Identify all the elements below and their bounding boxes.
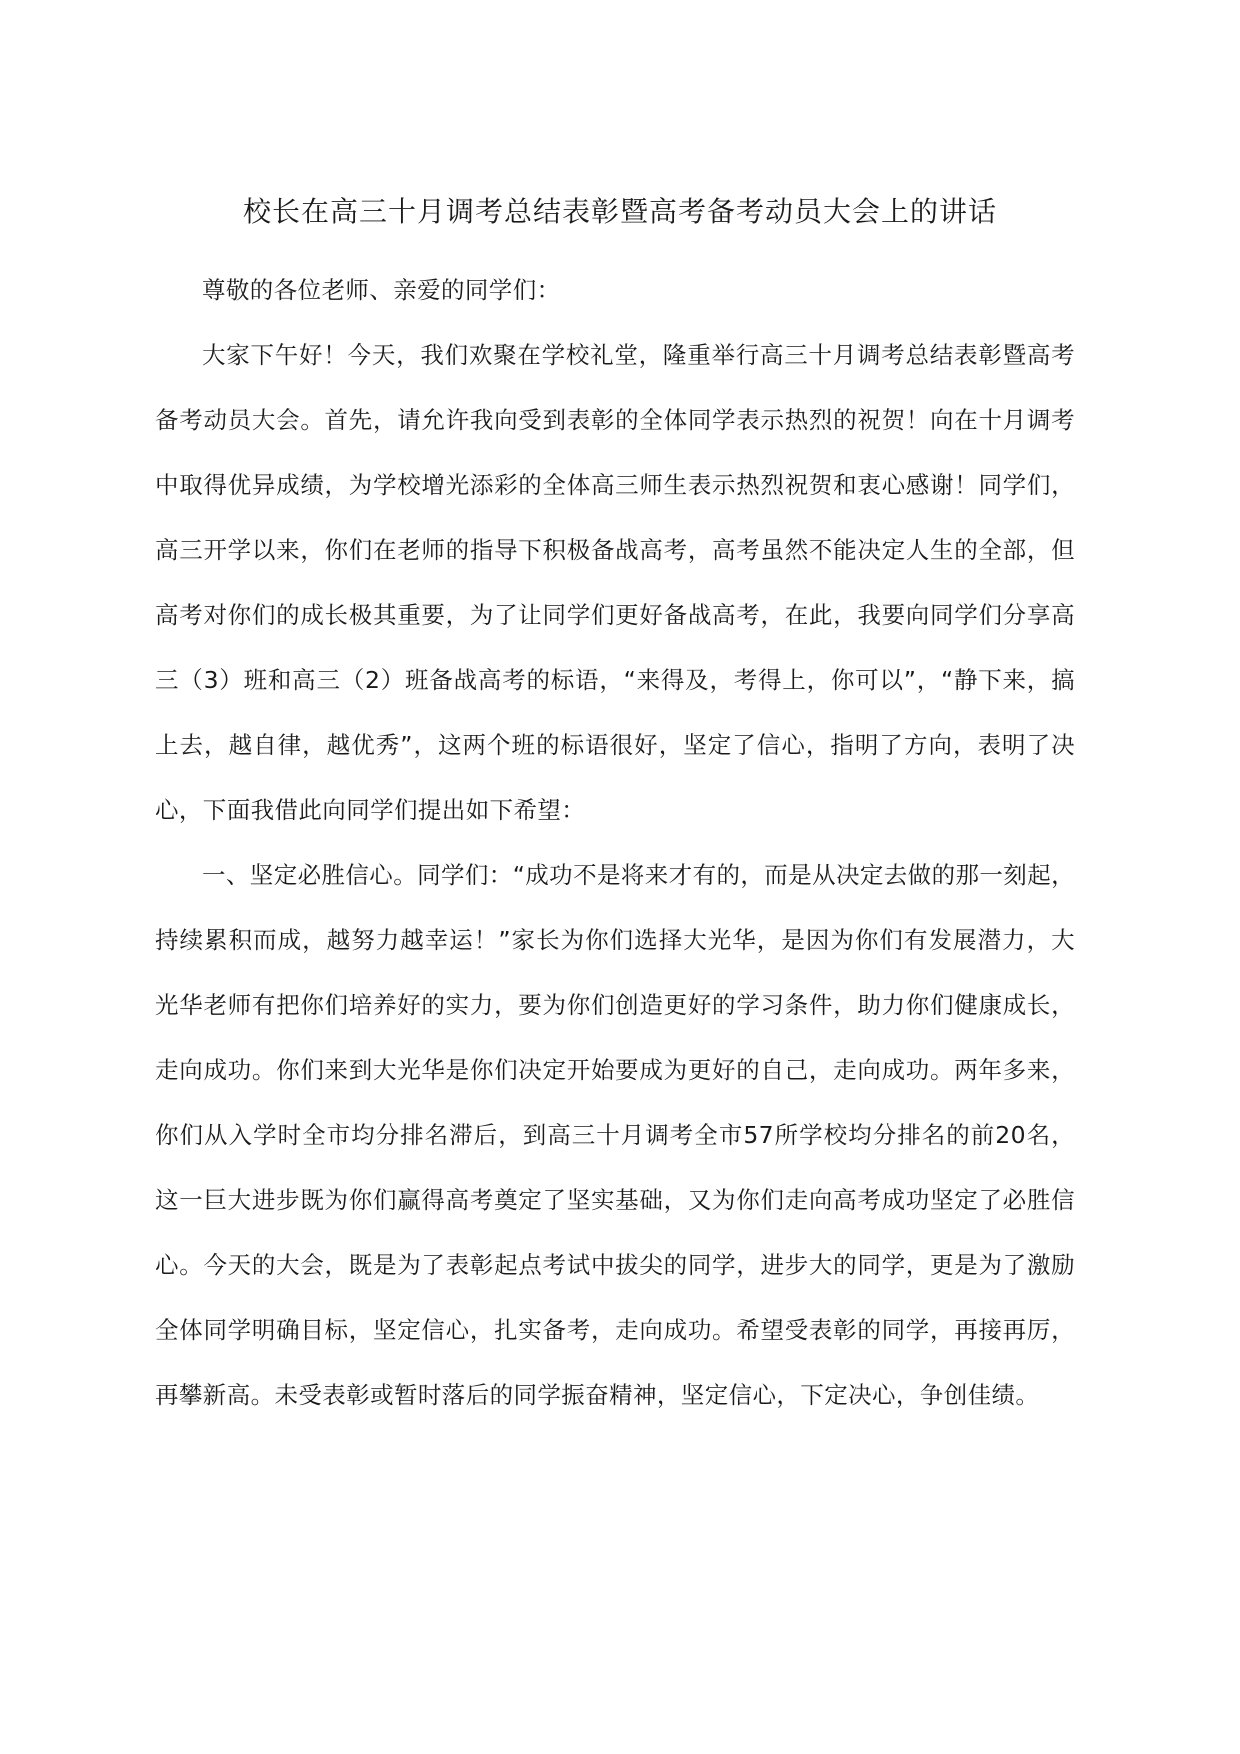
document-title: 校长在高三十月调考总结表彰暨高考备考动员大会上的讲话 [242, 195, 997, 228]
opening-paragraph: 大家下午好！今天，我们欢聚在学校礼堂，隆重举行高三十月调考总结表彰暨高考备考动员大会。首先，请允许我向受到表彰的全体同学表示热烈的祝贺！向在十月调考中取得优异成绩，为学校增光添彩的全体高三师生表示热烈祝贺和衷心感谢！同学们，高三开学以来，你们在老师的指导下积极备战高考，高考虽然不能决定人生的全部，但高考对你们的成长极其重要，为了让同学们更好备战高考，在此，我要向同学们分享高三（3）班和高三（2）班备战高考的标语，“来得及，考得上，你可以”，“静下来，搞上去，越自律，越优秀”，这两个班的标语很好，坚定了信心，指明了方向，表明了决心，下面我借此向同学们提出如下希望： [155, 341, 1075, 824]
section-one-paragraph: 一、坚定必胜信心。同学们：“成功不是将来才有的，而是从决定去做的那一刻起，持续累积而成，越努力越幸运！”家长为你们选择大光华，是因为你们有发展潜力，大光华老师有把你们培养好的实力，要为你们创造更好的学习条件，助力你们健康成长，走向成功。你们来到大光华是你们决定开始要成为更好的自己，走向成功。两年多来，你们从入学时全市均分排名滞后，到高三十月调考全市57所学校均分排名的前20名，这一巨大进步既为你们赢得高考奠定了坚实基础，又为你们走向高考成功坚定了必胜信心。今天的大会，既是为了表彰起点考试中拔尖的同学，进步大的同学，更是为了激励全体同学明确目标，坚定信心，扎实备考，走向成功。希望受表彰的同学，再接再厉，再攀新高。未受表彰或暂时落后的同学振奋精神，坚定信心，下定决心，争创佳绩。 [155, 861, 1075, 1409]
salutation-paragraph: 尊敬的各位老师、亲爱的同学们： [202, 276, 561, 304]
document-body [155, 258, 1075, 1428]
